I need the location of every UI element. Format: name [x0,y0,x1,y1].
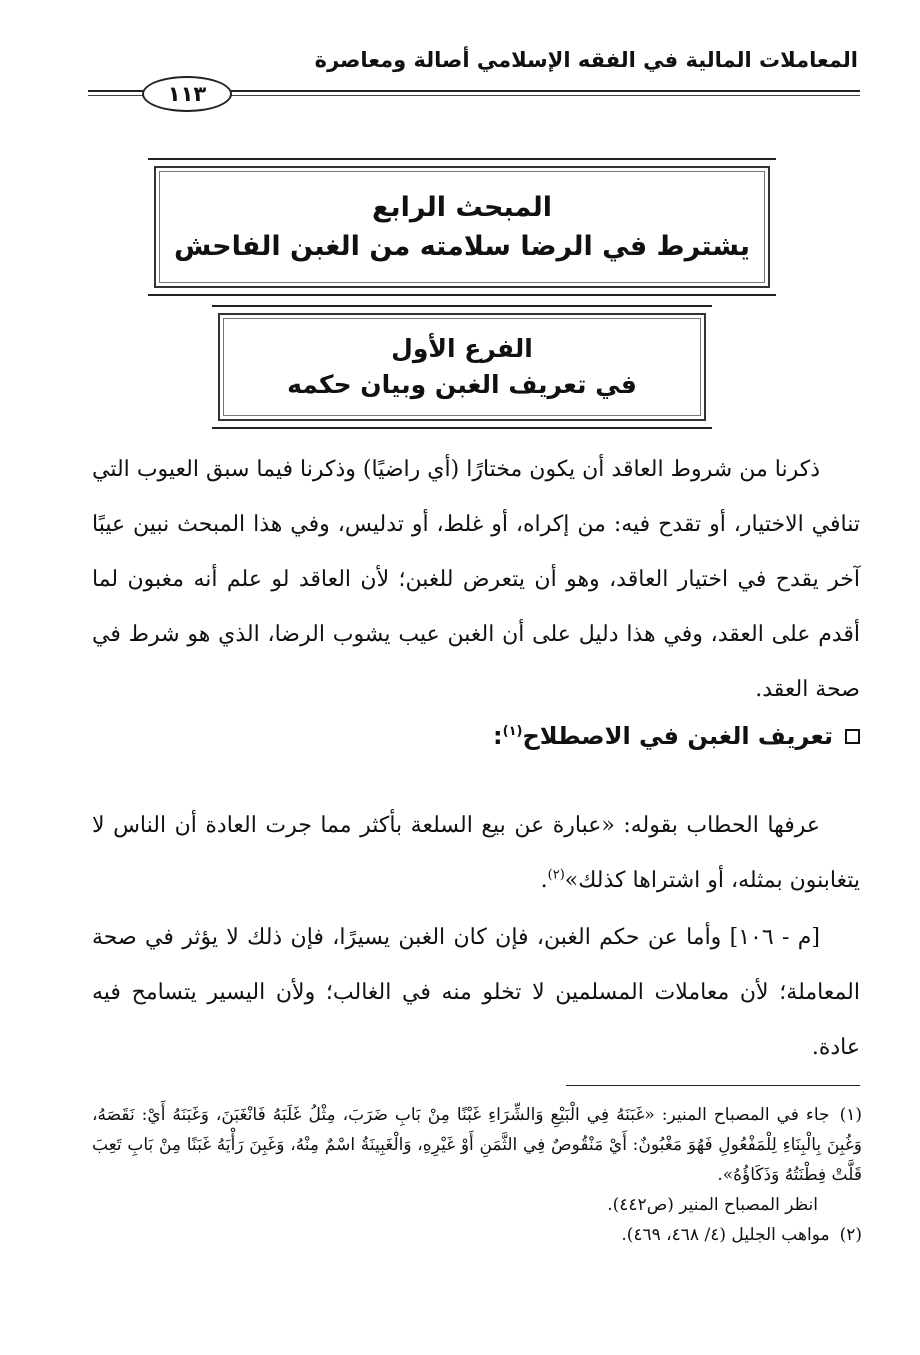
page-number: ١١٣ [167,82,207,106]
section-heading-box [154,166,770,288]
page-number-badge [142,76,232,112]
footnote-separator [566,1085,860,1086]
branch-title: الفرع الأول [391,333,533,363]
section-subtitle: يشترط في الرضا سلامته من الغبن الفاحش [174,231,751,262]
footnote-number: (٢) [839,1225,862,1245]
footnote-1 [92,1100,862,1190]
footnote-ref-2[interactable]: (٢) [547,867,565,883]
branch-heading-box [218,313,706,421]
footnote-2 [92,1220,862,1250]
footnote-number: (١) [839,1105,862,1125]
definition-subheading [493,722,860,750]
branch-heading-frame [212,305,712,429]
running-title: المعاملات المالية في الفقه الإسلامي أصالة ومعاصرة [314,48,858,72]
intro-paragraph: ذكرنا من شروط العاقد أن يكون مختارًا (أي راضيًا) وذكرنا فيما سبق العيوب التي تنافي الاختيار، أو تقدح فيه: من إكراه، أو غلط، أو تدليس، وفي هذا المبحث نبين عيبًا آخر يقدح في اختيار العاقد، وهو أن يتعرض للغبن؛ لأن العاقد لو علم أنه مغبون لما أقدم على العقد، وفي هذا دليل على أن الغبن عيب يشوب الرضا، الذي هو شرط في صحة العقد. [92,457,860,702]
footnote-text: مواهب الجليل (٤/ ٤٦٨، ٤٦٩). [621,1225,830,1245]
branch-subtitle: في تعريف الغبن وبيان حكمه [287,370,637,399]
subheading-text: تعريف الغبن في الاصطلاح$^{(١)}$: [493,722,833,750]
section-heading-frame [148,158,776,296]
footnotes [92,1100,862,1250]
ruling-paragraph: [م - ١٠٦] وأما عن حكم الغبن، فإن كان الغبن يسيرًا، فإن ذلك لا يؤثر في صحة المعاملة؛ لأن معاملات المسلمين لا تخلو منه في الغالب؛ ولأن اليسير يتسامح فيه عادة. [92,925,860,1060]
footnote-text: جاء في المصباح المنير: «غَبَنَهُ فِي الْبَيْعِ وَالشِّرَاءِ غَبْنًا مِنْ بَابِ ضَرَبَ، مِثْلُ غَلَبَهُ فَانْغَبَنَ، وَغَبَنَهُ أَيْ: نَقَصَهُ، وَغُبِنَ بِالْبِنَاءِ لِلْمَفْعُولِ فَهُوَ مَغْبُونٌ: أَيْ مَنْقُوصٌ فِي الثَّمَنِ أَوْ غَيْرِهِ، وَالْغَبِينَةُ اسْمٌ مِنْهُ، وَغَبِنَ رَأْيَهُ غَبَنًا مِنْ بَابِ تَعِبَ قَلَّتْ فِطْنَتُهُ وَذَكَاؤُهُ». [92,1105,863,1185]
section-title: المبحث الرابع [372,191,552,223]
footnote-ref-1[interactable]: (١) [502,724,523,739]
checkbox-bullet-icon [845,729,860,744]
footnote-1-reference: انظر المصباح المنير (ص٤٤٢). [607,1195,818,1215]
definition-paragraph: عرفها الحطاب بقوله: «عبارة عن بيع السلعة بأكثر مما جرت العادة أن الناس لا يتغابنون بمثله، أو اشتراها كذلك»$^{(٢)}$. [92,813,860,893]
